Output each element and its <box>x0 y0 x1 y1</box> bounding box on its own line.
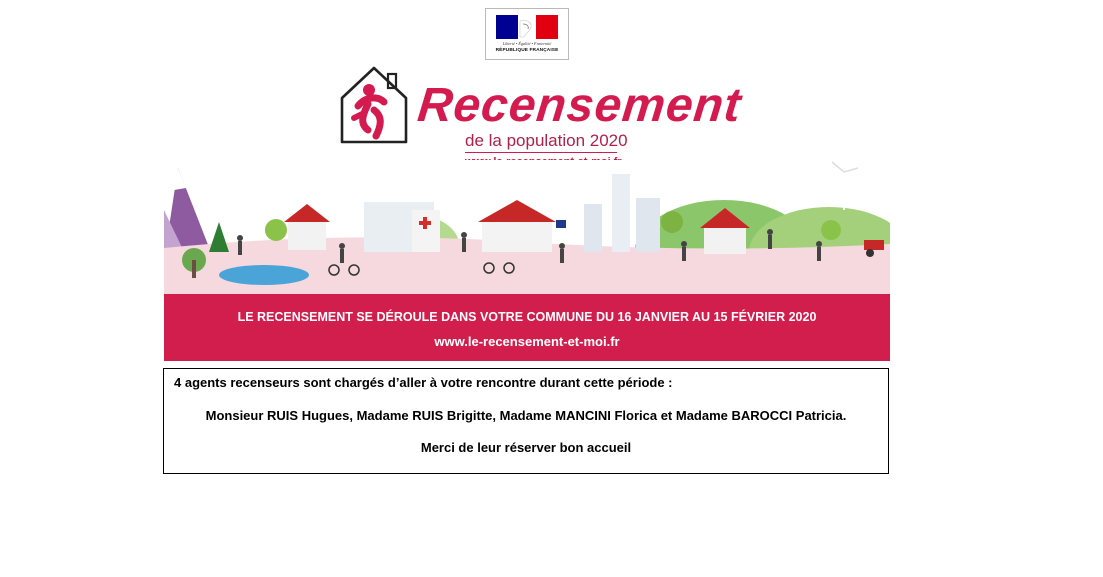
house-runner-icon <box>338 64 410 146</box>
town-illustration <box>164 160 890 295</box>
logo-name: RÉPUBLIQUE FRANÇAISE <box>495 48 559 53</box>
brand-title: Recensement <box>415 79 744 132</box>
brand-divider <box>465 152 617 153</box>
agents-info-box <box>163 368 889 474</box>
marianne-flag-icon <box>496 15 558 39</box>
brand-subtitle: de la population 2020 <box>465 131 628 150</box>
census-banner <box>164 294 890 361</box>
banner-dates-text: LE RECENSEMENT SE DÉROULE DANS VOTRE COMMUNE DU 16 JANVIER AU 15 FÉVRIER 2020 <box>237 310 817 324</box>
republique-francaise-logo <box>485 8 569 60</box>
info-agent-names: Monsieur RUIS Hugues, Madame RUIS Brigitte, Madame MANCINI Florica et Madame BAROCCI Patricia. <box>205 408 847 423</box>
info-thanks-text: Merci de leur réserver bon accueil <box>420 440 632 455</box>
info-intro-text: 4 agents recenseurs sont chargés d’aller à votre rencontre durant cette période : <box>174 375 673 390</box>
logo-motto: Liberté • Égalité • Fraternité <box>502 41 552 46</box>
banner-url-link[interactable]: www.le-recensement-et-moi.fr <box>434 334 620 349</box>
